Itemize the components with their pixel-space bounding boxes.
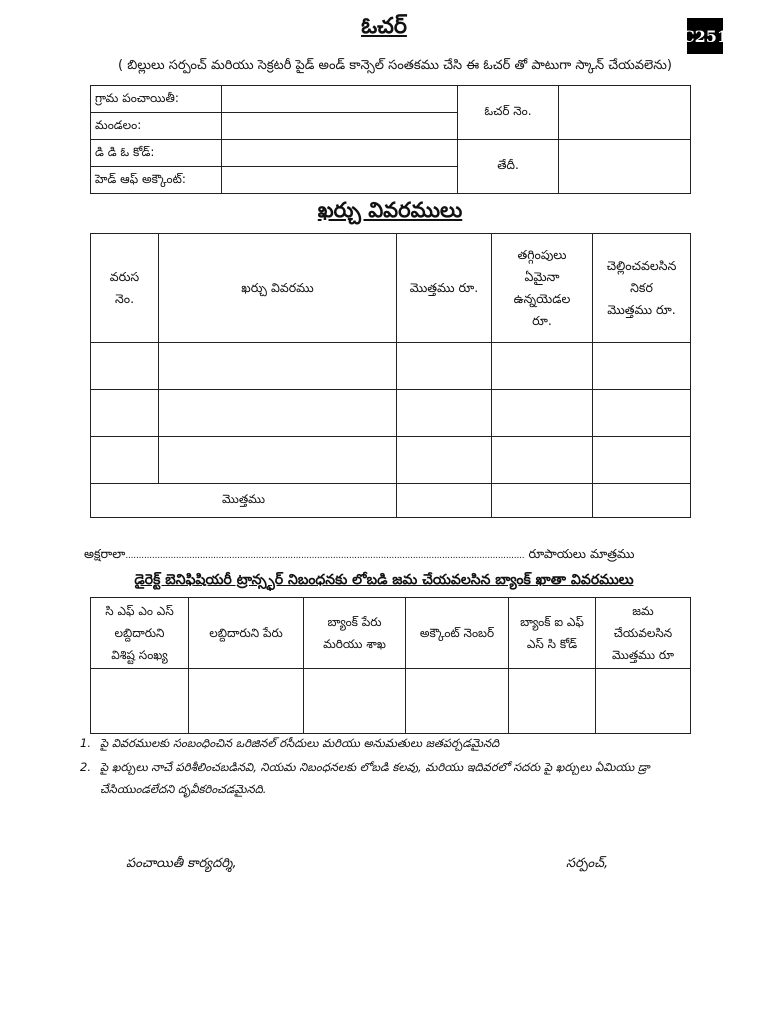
- col-account-no: అక్కౌంట్ నెంబర్: [406, 598, 509, 669]
- cell-deductions[interactable]: [492, 343, 593, 390]
- ddo-code-field[interactable]: [222, 140, 458, 167]
- expense-row: [91, 437, 691, 484]
- expense-total-row: [91, 484, 691, 518]
- col-cfms-id: [91, 598, 189, 669]
- note-1: [80, 732, 720, 754]
- note-2-text: పై ఖర్చులు నాచే పరిశీలించబడినవి, నియమ నిబంధనలకు లోబడి కలవు, మరియు ఇదివరలో సదరు పై ఖర్చులు ఏమియు డ్రా చేసియుండలేదని దృవీకరించడమైనది.: [100, 760, 650, 796]
- cell-amount[interactable]: [397, 343, 492, 390]
- cell-description[interactable]: [159, 437, 397, 484]
- col-ifsc-line1: బ్యాంక్ ఐ ఎఫ్: [520, 615, 584, 629]
- col-serial-line1: వరుస: [109, 269, 140, 284]
- cell-description[interactable]: [159, 390, 397, 437]
- amount-in-words-line: [84, 546, 634, 565]
- subtitle-instruction: ( బిల్లులు సర్పంచ్ మరియు సెక్రటరీ పైడ్ అండ్ కాన్సెల్ సంతకము చేసి ఈ ఓచర్ తో పాటుగా స్కాన్ చేయవలెను): [118, 58, 672, 73]
- gram-panchayat-label: గ్రామ పంచాయితీ:: [91, 86, 222, 113]
- mandal-label: మండలం:: [91, 113, 222, 140]
- gram-panchayat-field[interactable]: [222, 86, 458, 113]
- col-net-line3: మొత్తము రూ.: [607, 302, 676, 317]
- voucher-no-label: ఓచర్ నెం.: [458, 86, 559, 140]
- cell-beneficiary-name[interactable]: [189, 669, 304, 734]
- col-net-line2: నికర: [630, 280, 653, 295]
- note-1-text: పై వివరములకు సంబంధించిన ఒరిజినల్ రసీదులు మరియు అనుమతులు జతపర్చడమైనది: [100, 736, 500, 750]
- cell-deductions[interactable]: [492, 390, 593, 437]
- col-deductions: [492, 234, 593, 343]
- head-of-account-field[interactable]: [222, 167, 458, 194]
- col-amount: మొత్తము రూ.: [397, 234, 492, 343]
- col-bank-line1: బ్యాంక్ పేరు: [327, 615, 382, 629]
- col-deductions-line3: ఉన్నయెడల: [513, 291, 571, 306]
- voucher-title: ఓచర్: [361, 14, 407, 39]
- amount-words-suffix: రూపాయలు మాత్రము: [528, 546, 635, 561]
- cell-ifsc[interactable]: [509, 669, 596, 734]
- col-net-line1: చెల్లించవలసిన: [606, 258, 677, 273]
- cell-amount[interactable]: [397, 437, 492, 484]
- col-beneficiary-name: లబ్దిదారుని పేరు: [189, 598, 304, 669]
- bank-details-row: [91, 669, 691, 734]
- cell-amount[interactable]: [397, 390, 492, 437]
- cell-deductions[interactable]: [492, 437, 593, 484]
- col-credit-line2: చేయవలసిన: [613, 626, 673, 640]
- cell-net[interactable]: [593, 390, 691, 437]
- cell-serial[interactable]: [91, 390, 159, 437]
- col-bank-line2: మరియు శాఖ: [323, 637, 386, 651]
- voucher-no-field[interactable]: [559, 86, 691, 140]
- col-cfms-line2: లబ్దిదారుని: [114, 626, 165, 640]
- col-description: ఖర్చు వివరము: [159, 234, 397, 343]
- col-cfms-line1: సి ఎఫ్ ఎం ఎస్: [105, 604, 174, 618]
- cell-description[interactable]: [159, 343, 397, 390]
- sarpanch-signature-label: సర్పంచ్,: [566, 856, 609, 871]
- expense-row: [91, 343, 691, 390]
- cell-serial[interactable]: [91, 437, 159, 484]
- amount-words-blank[interactable]: ......................................................................................................................................................: [125, 551, 525, 561]
- expense-table: [90, 233, 691, 518]
- date-field[interactable]: [559, 140, 691, 194]
- cell-net[interactable]: [593, 343, 691, 390]
- col-cfms-line3: విశిష్ట సంఖ్య: [111, 648, 168, 662]
- head-of-account-label: హెడ్ ఆఫ్ అక్కౌంట్:: [91, 167, 222, 194]
- col-serial-no: [91, 234, 159, 343]
- amount-words-prefix: అక్షరాలా: [84, 546, 126, 561]
- cell-serial[interactable]: [91, 343, 159, 390]
- col-deductions-line4: రూ.: [532, 313, 552, 328]
- col-ifsc: [509, 598, 596, 669]
- cell-cfms-id[interactable]: [91, 669, 189, 734]
- bank-details-table: [90, 597, 691, 734]
- col-deductions-line1: తగ్గింపులు: [517, 247, 567, 262]
- note-2: [80, 756, 720, 802]
- col-ifsc-line2: ఎస్ సి కోడ్: [526, 637, 578, 651]
- note-1-number: 1.: [80, 736, 91, 750]
- col-serial-line2: నెం.: [114, 291, 135, 306]
- col-net-amount: [593, 234, 691, 343]
- col-deductions-line2: ఏమైనా: [524, 269, 560, 284]
- cell-net[interactable]: [593, 437, 691, 484]
- bank-section-title: డైరెక్ట్ బెనిఫిషియరీ ట్రాన్స్ఫర్ నిబంధనకు లోబడి జమ చేయవలసిన బ్యాంక్ ఖాతా వివరములు: [134, 572, 634, 588]
- mandal-field[interactable]: [222, 113, 458, 140]
- info-table: [90, 85, 691, 194]
- total-amount-cell[interactable]: [397, 484, 492, 518]
- total-label: మొత్తము: [91, 484, 397, 518]
- form-code-badge: C251: [687, 18, 723, 54]
- date-label: తేదీ.: [458, 140, 559, 194]
- total-deductions-cell[interactable]: [492, 484, 593, 518]
- col-credit-line1: జమ: [632, 604, 654, 618]
- expense-row: [91, 390, 691, 437]
- col-credit-amount: [596, 598, 691, 669]
- cell-account-no[interactable]: [406, 669, 509, 734]
- col-bank-branch: [304, 598, 406, 669]
- cell-bank-branch[interactable]: [304, 669, 406, 734]
- cell-credit-amount[interactable]: [596, 669, 691, 734]
- note-2-number: 2.: [80, 760, 91, 774]
- total-net-cell[interactable]: [593, 484, 691, 518]
- ddo-code-label: డి డి ఓ కోడ్:: [91, 140, 222, 167]
- col-credit-line3: మొత్తము రూ: [612, 648, 674, 662]
- secretary-signature-label: పంచాయితీ కార్యదర్శి,: [126, 856, 237, 871]
- expense-section-title: ఖర్చు వివరములు: [317, 198, 463, 222]
